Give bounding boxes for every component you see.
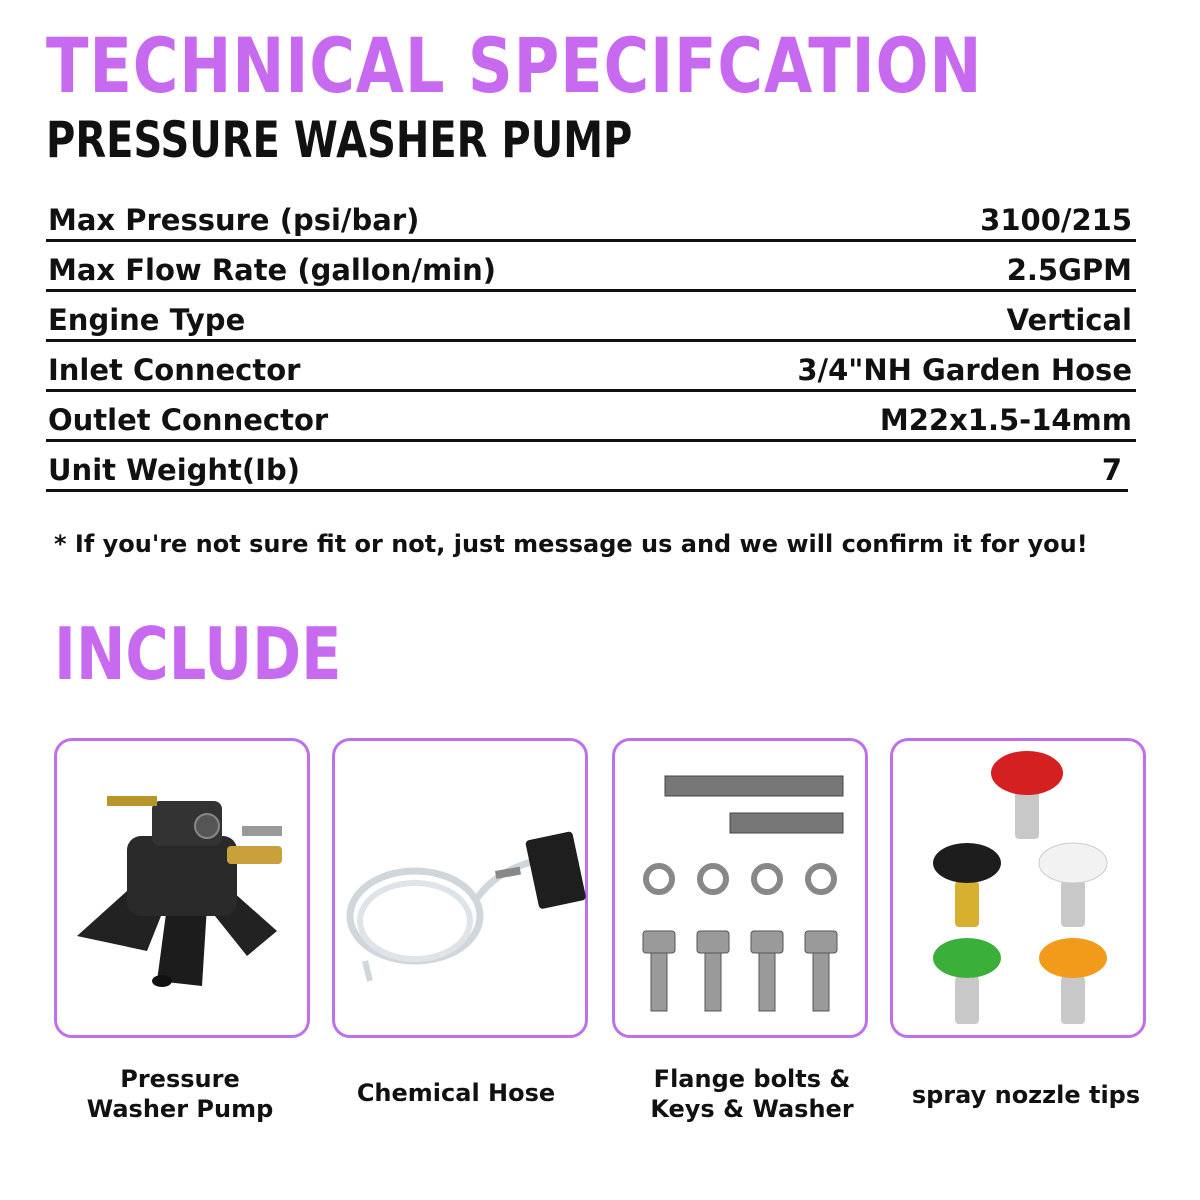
hose-image bbox=[335, 741, 591, 1041]
spec-value: 3100/215 bbox=[980, 203, 1132, 237]
spec-label: Unit Weight(Ib) bbox=[48, 453, 300, 487]
spec-label: Engine Type bbox=[48, 303, 246, 337]
spec-row bbox=[46, 442, 1128, 492]
include-heading: INCLUDE bbox=[54, 612, 342, 696]
page-title: TECHNICAL SPECIFCATION bbox=[46, 21, 983, 110]
item-caption: spray nozzle tips bbox=[911, 1081, 1141, 1109]
item-caption: Chemical Hose bbox=[356, 1079, 556, 1107]
spec-value: 7 bbox=[1101, 453, 1122, 487]
item-card-nozzles bbox=[890, 738, 1146, 1038]
spec-label: Outlet Connector bbox=[48, 403, 329, 437]
spec-row bbox=[46, 242, 1136, 292]
spec-label: Max Pressure (psi/bar) bbox=[48, 203, 420, 237]
spec-row bbox=[46, 392, 1136, 442]
item-card-hose bbox=[332, 738, 588, 1038]
spec-value: 2.5GPM bbox=[1006, 253, 1132, 287]
spec-table bbox=[46, 192, 1136, 492]
spec-label: Max Flow Rate (gallon/min) bbox=[48, 253, 496, 287]
spec-row bbox=[46, 192, 1136, 242]
spec-row bbox=[46, 292, 1136, 342]
page-subtitle: PRESSURE WASHER PUMP bbox=[46, 111, 633, 169]
spec-value: M22x1.5-14mm bbox=[879, 403, 1132, 437]
bolts-image bbox=[615, 741, 871, 1041]
item-caption: Flange bolts & Keys & Washer bbox=[650, 1065, 854, 1123]
pump-image bbox=[57, 741, 313, 1041]
item-card-bolts bbox=[612, 738, 868, 1038]
spec-row bbox=[46, 342, 1136, 392]
fit-note: * If you're not sure fit or not, just message us and we will confirm it for you! bbox=[54, 530, 1088, 558]
item-caption: Pressure Washer Pump bbox=[86, 1065, 274, 1123]
spec-value: 3/4"NH Garden Hose bbox=[797, 353, 1132, 387]
nozzles-image bbox=[893, 741, 1149, 1041]
spec-label: Inlet Connector bbox=[48, 353, 301, 387]
item-card-pump bbox=[54, 738, 310, 1038]
spec-value: Vertical bbox=[1006, 303, 1132, 337]
